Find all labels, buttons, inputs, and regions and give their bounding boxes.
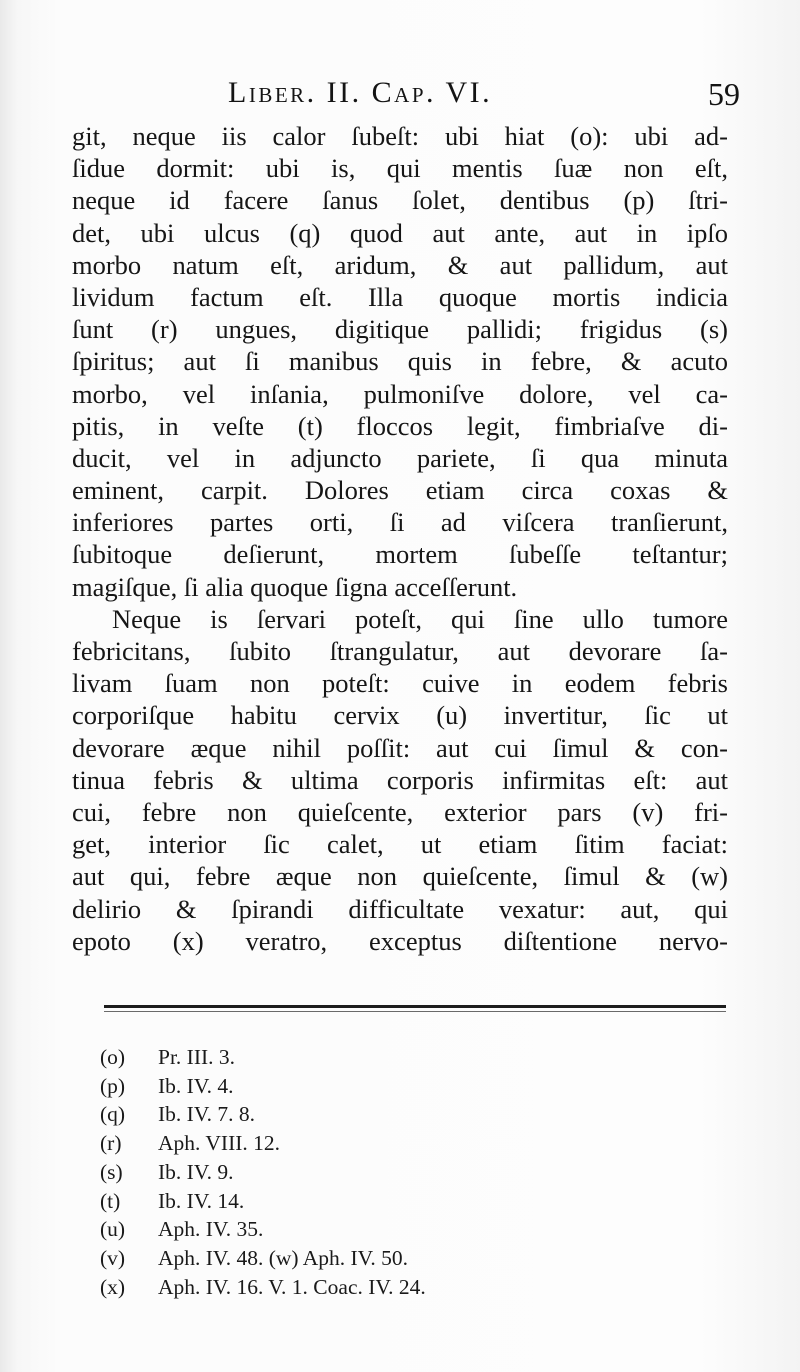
footnote-mark: (q) bbox=[100, 1102, 126, 1127]
running-title: Liber. II. Cap. VI. bbox=[228, 76, 493, 109]
text-line: neque id facere ſanus ſolet, dentibus (p) ſtri- bbox=[72, 185, 728, 216]
text-line: aut qui, febre æque non quieſcente, ſimul & (w) bbox=[72, 861, 728, 892]
footnote-mark: (p) bbox=[100, 1073, 126, 1098]
text-line: febricitans, ſubito ſtrangulatur, aut devorare ſa- bbox=[72, 636, 728, 666]
footnote-rule-thin bbox=[104, 1011, 726, 1012]
footnote-item bbox=[100, 1244, 580, 1273]
footnote-item bbox=[100, 1158, 580, 1187]
text-line: tinua febris & ultima corporis infirmitas eſt: aut bbox=[72, 764, 728, 795]
footnote-mark: (u) bbox=[100, 1217, 126, 1242]
footnote-mark: (v) bbox=[100, 1245, 126, 1270]
text-line: morbo natum eſt, aridum, & aut pallidum, aut bbox=[72, 249, 728, 280]
footnote-ref: Ib. IV. 9. bbox=[158, 1159, 234, 1184]
footnote-ref: Ib. IV. 7. 8. bbox=[158, 1102, 255, 1127]
text-line: morbo, vel inſania, pulmoniſve dolore, vel ca- bbox=[72, 378, 728, 409]
text-line: cui, febre non quieſcente, exterior pars (v) fri- bbox=[72, 796, 728, 827]
text-line: eminent, carpit. Dolores etiam circa coxas & bbox=[72, 475, 728, 506]
text-line: ducit, vel in adjuncto pariete, ſi qua minuta bbox=[72, 442, 728, 473]
footnote-item bbox=[100, 1273, 580, 1302]
text-line: git, neque iis calor ſubeſt: ubi hiat (o): ubi ad- bbox=[72, 121, 728, 151]
text-line: pitis, in veſte (t) floccos legit, fimbriaſve di- bbox=[72, 410, 728, 441]
text-line: livam ſuam non poteſt: cuive in eodem febris bbox=[72, 668, 728, 699]
footnote-mark: (o) bbox=[100, 1045, 126, 1069]
footnote-item bbox=[100, 1215, 580, 1244]
footnote-rule bbox=[104, 1005, 726, 1008]
footnote-item bbox=[100, 1043, 580, 1072]
footnote-ref: Pr. III. 3. bbox=[158, 1045, 236, 1069]
page-header bbox=[70, 76, 740, 112]
footnote-item bbox=[100, 1072, 580, 1101]
footnote-item bbox=[100, 1100, 580, 1129]
text-line: magiſque, ſi alia quoque ſigna acceſſerunt. bbox=[72, 571, 518, 602]
body-text bbox=[72, 120, 728, 957]
page-number: 59 bbox=[708, 76, 740, 112]
footnote-mark: (x) bbox=[100, 1274, 126, 1299]
text-line: ſidue dormit: ubi is, qui mentis ſuæ non eſt, bbox=[72, 153, 728, 184]
text-line: devorare æque nihil poſſit: aut cui ſimul & con- bbox=[72, 732, 728, 763]
footnote-ref: Ib. IV. 4. bbox=[158, 1073, 234, 1098]
text-line: ſpiritus; aut ſi manibus quis in febre, & acuto bbox=[72, 346, 728, 377]
text-line: corporiſque habitu cervix (u) invertitur, ſic ut bbox=[72, 700, 728, 731]
footnote-ref: Ib. IV. 14. bbox=[158, 1188, 245, 1213]
text-line: Neque is ſervari poteſt, qui ſine ullo tumore bbox=[112, 603, 728, 634]
footnote-ref: Aph. IV. 35. bbox=[158, 1217, 264, 1242]
text-line: lividum factum eſt. Illa quoque mortis indicia bbox=[72, 281, 728, 312]
footnote-mark: (t) bbox=[100, 1188, 121, 1213]
text-line: inferiores partes orti, ſi ad viſcera tranſierunt, bbox=[72, 507, 728, 538]
text-line: ſunt (r) ungues, digitique pallidi; frigidus (s) bbox=[72, 314, 728, 345]
text-line: det, ubi ulcus (q) quod aut ante, aut in ipſo bbox=[72, 217, 728, 248]
footnote-item bbox=[100, 1187, 580, 1216]
footnote-mark: (s) bbox=[100, 1159, 123, 1184]
footnote-item bbox=[100, 1129, 580, 1158]
footnotes bbox=[100, 1043, 580, 1301]
text-line: ſubitoque deſierunt, mortem ſubeſſe teſtantur; bbox=[72, 539, 728, 570]
text-line: delirio & ſpirandi difficultate vexatur: aut, qui bbox=[72, 893, 728, 924]
text-line: epoto (x) veratro, exceptus diſtentione nervo- bbox=[72, 925, 728, 956]
footnote-mark: (r) bbox=[100, 1131, 122, 1156]
footnote-ref: Aph. VIII. 12. bbox=[158, 1131, 281, 1156]
text-line: get, interior ſic calet, ut etiam ſitim faciat: bbox=[72, 829, 728, 860]
footnote-ref: Aph. IV. 16. V. 1. Coac. IV. 24. bbox=[158, 1274, 426, 1299]
footnote-ref: Aph. IV. 48. (w) Aph. IV. 50. bbox=[158, 1245, 409, 1270]
